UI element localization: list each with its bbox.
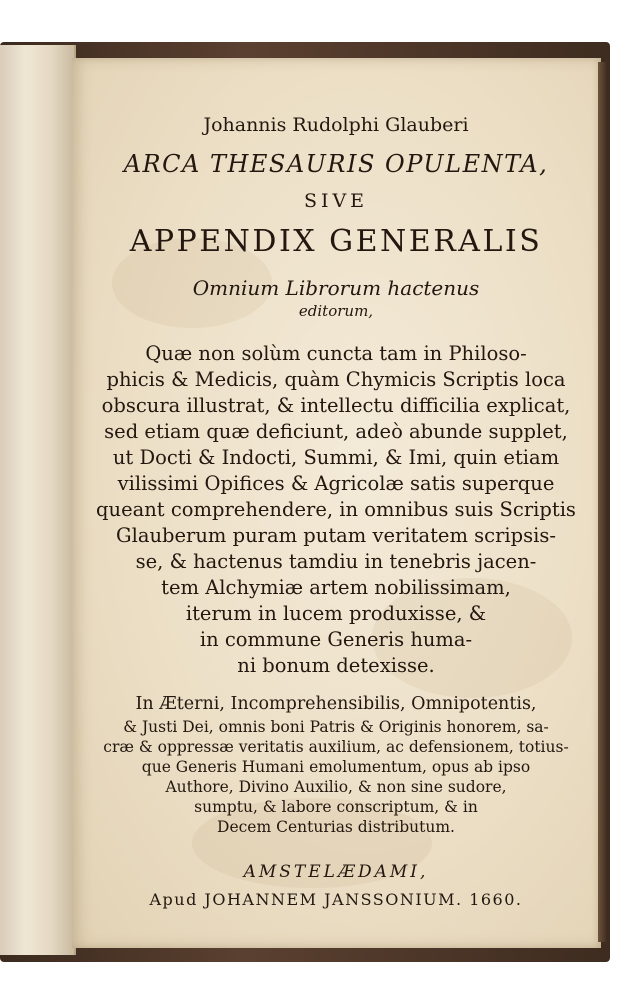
body-line: ut Docti & Indocti, Summi, & Imi, quin etiam	[112, 446, 560, 469]
dedication-line: Decem Centurias distributum.	[217, 818, 455, 836]
imprint-place: AMSTELÆDAMI,	[243, 862, 429, 882]
dedication-line: sumptu, & labore conscriptum, & in	[194, 798, 478, 816]
dedication-line: que Generis Humani emolumentum, opus ab ipso	[141, 758, 531, 776]
dedication-line: Authore, Divino Auxilio, & non sine sudore,	[165, 778, 507, 796]
body-line: in commune Generis huma-	[199, 628, 473, 651]
body-line: sed etiam quæ deficiunt, adeò abunde supplet,	[104, 420, 568, 443]
body-line: tem Alchymiæ artem nobilissimam,	[161, 576, 511, 599]
editorum-line: editorum,	[298, 302, 374, 320]
body-line: queant comprehendere, in omnibus suis Scriptis	[96, 498, 576, 521]
dedication-line: cræ & oppressæ veritatis auxilium, ac defensionem, totius-	[103, 738, 569, 756]
body-line: iterum in lucem produxisse, &	[185, 602, 487, 625]
dedication-line: & Justi Dei, omnis boni Patris & Originis honorem, sa-	[123, 718, 549, 736]
body-line: obscura illustrat, & intellectu difficilia explicat,	[101, 394, 571, 417]
imprint-publisher: Apud JOHANNEM JANSSONIUM. 1660.	[149, 890, 523, 909]
body-line: phicis & Medicis, quàm Chymicis Scriptis loca	[106, 368, 566, 391]
author-line: Johannis Rudolphi Glauberi	[203, 114, 469, 136]
body-line: se, & hactenus tamdiu in tenebris jacen-	[135, 550, 537, 573]
book-gutter	[0, 45, 76, 955]
omnium-line: Omnium Librorum hactenus	[192, 276, 480, 300]
sive-line: SIVE	[303, 190, 369, 212]
body-line: Quæ non solùm cuncta tam in Philoso-	[145, 342, 527, 365]
appendix-heading: APPENDIX GENERALIS	[129, 224, 543, 259]
body-line: ni bonum detexisse.	[237, 654, 435, 677]
book-title: ARCA THESAURIS OPULENTA,	[123, 150, 549, 178]
body-line: Glauberum puram putam veritatem scripsis-	[116, 524, 556, 547]
body-line: vilissimi Opifices & Agricolæ satis superque	[117, 472, 555, 495]
dedication-line: In Æterni, Incomprehensibilis, Omnipotentis,	[135, 694, 537, 714]
